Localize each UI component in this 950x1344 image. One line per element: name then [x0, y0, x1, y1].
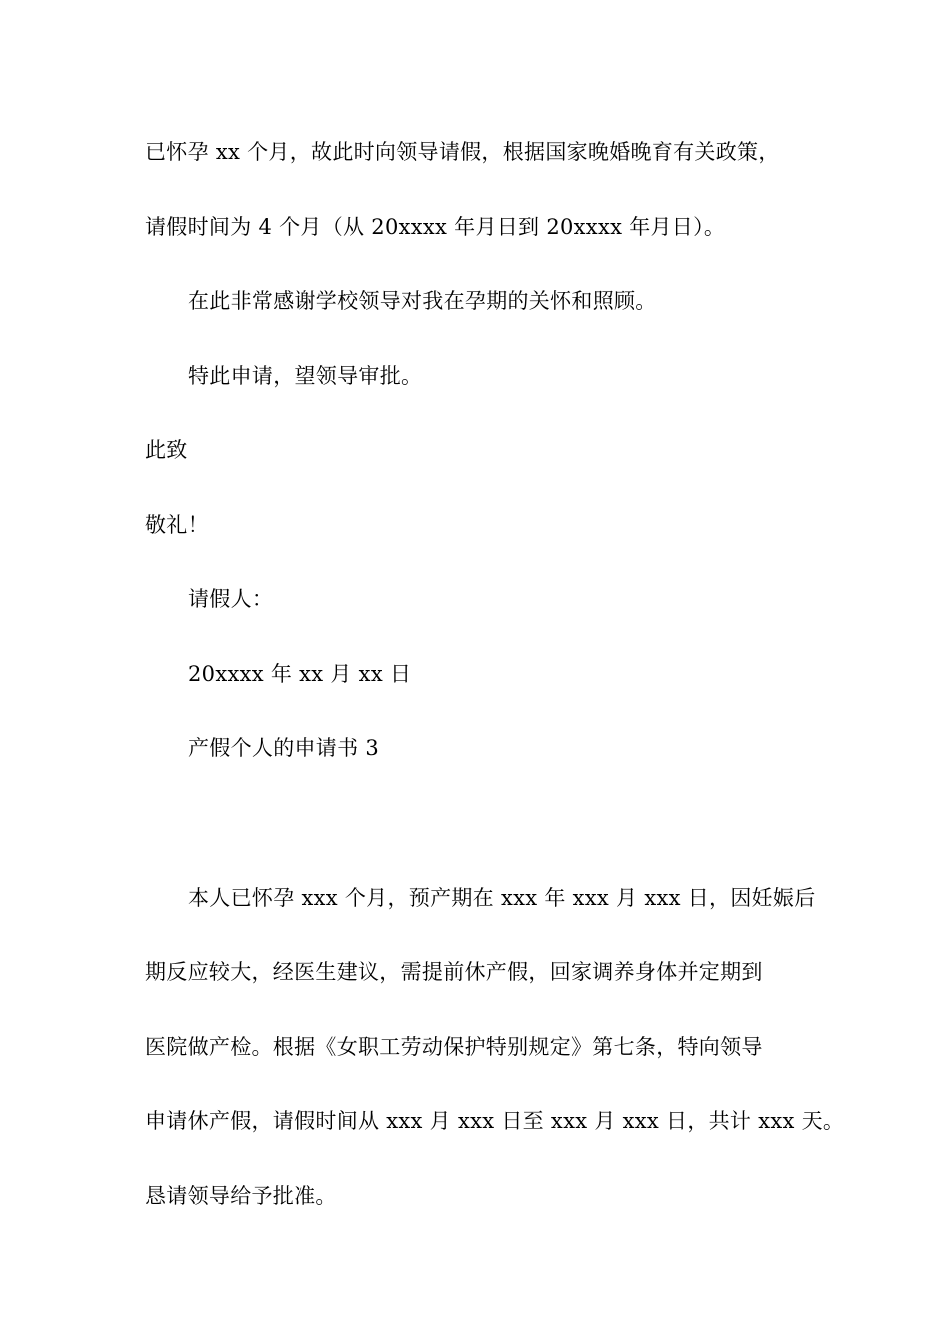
request-paragraph: 特此申请，望领导审批。 — [188, 364, 423, 388]
closing-regards: 敬礼！ — [145, 513, 209, 537]
body-line-4: 申请休产假，请假时间从 xxx 月 xxx 日至 xxx 月 xxx 日，共计 xxx 天。 — [145, 1109, 845, 1133]
applicant-label: 请假人： — [188, 587, 274, 611]
body-line-2: 期反应较大，经医生建议，需提前休产假，回家调养身体并定期到 — [145, 960, 763, 984]
thanks-paragraph: 在此非常感谢学校领导对我在孕期的关怀和照顾。 — [188, 289, 657, 313]
body-line-3: 医院做产检。根据《女职工劳动保护特别规定》第七条，特向领导 — [145, 1035, 763, 1059]
body-line-5: 恳请领导给予批准。 — [145, 1184, 337, 1208]
paragraph-line-2: 请假时间为 4 个月（从 20xxxx 年月日到 20xxxx 年月日）。 — [145, 215, 726, 239]
section-title: 产假个人的申请书 3 — [188, 736, 380, 760]
closing-salutation: 此致 — [145, 438, 188, 462]
paragraph-line-1: 已怀孕 xx 个月，故此时向领导请假，根据国家晚婚晚育有关政策， — [145, 140, 780, 164]
body-line-1: 本人已怀孕 xxx 个月，预产期在 xxx 年 xxx 月 xxx 日，因妊娠后 — [188, 886, 816, 910]
date-line: 20xxxx 年 xx 月 xx 日 — [188, 662, 412, 686]
